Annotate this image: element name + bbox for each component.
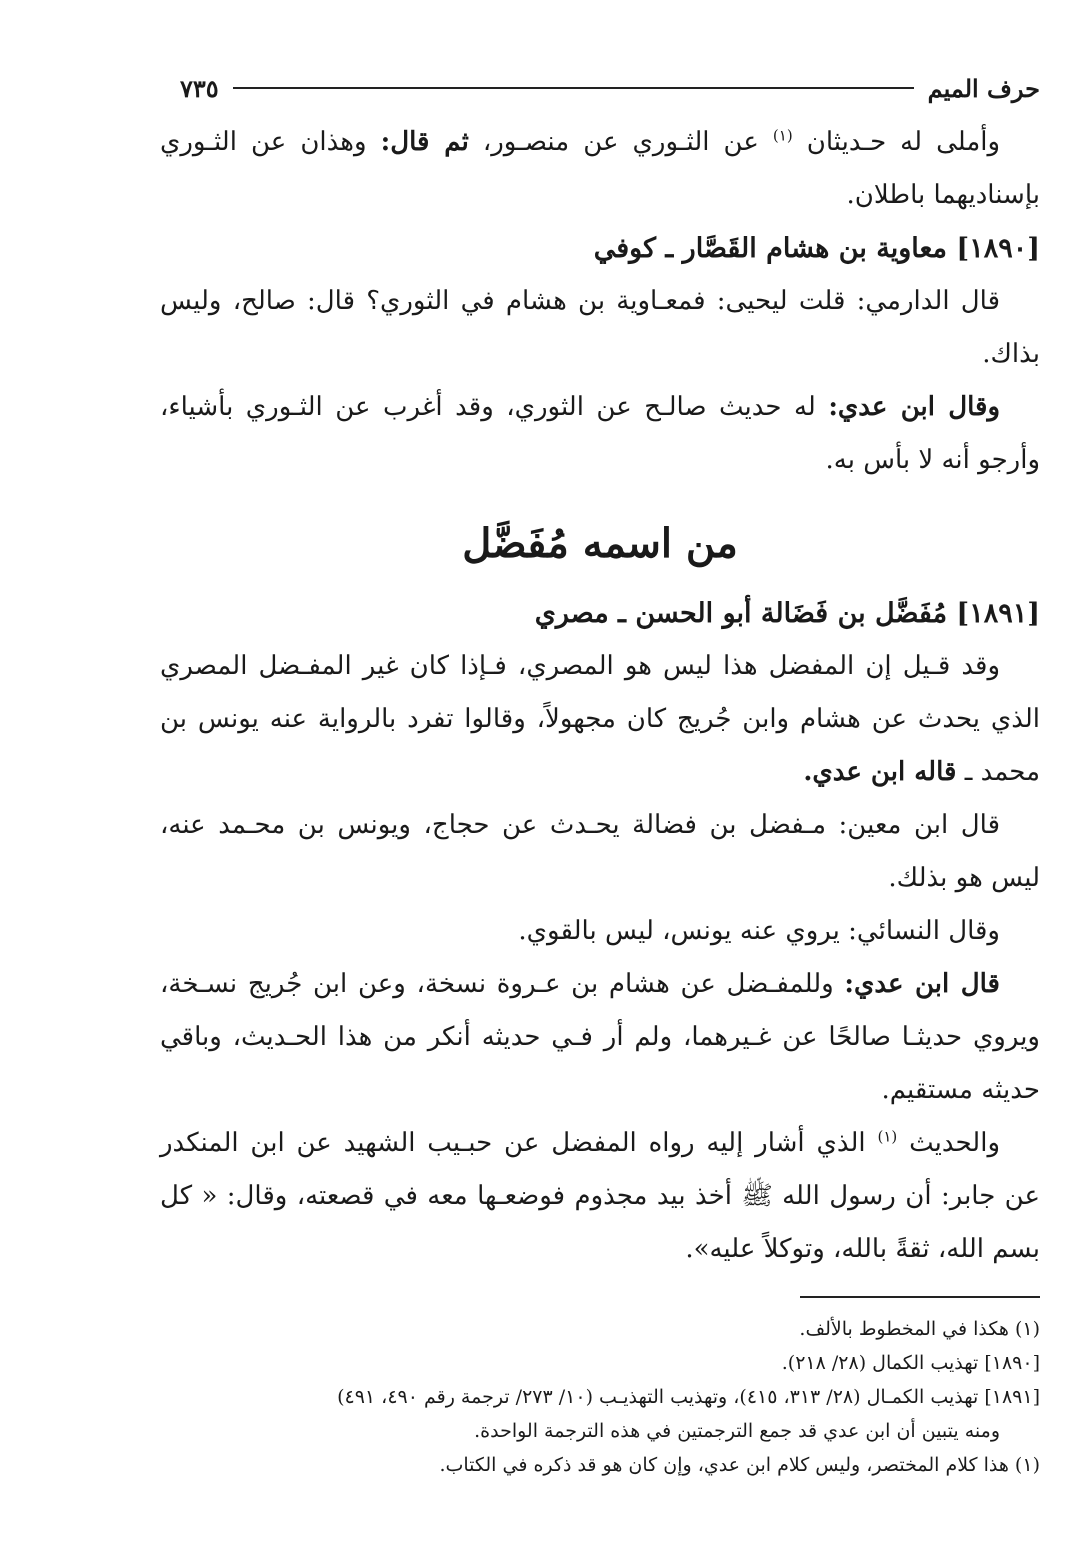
paragraph-8 xyxy=(160,1117,1040,1276)
paragraph-2: قال الدارمي: قلت ليحيى: فمعـاوية بن هشام في الثوري؟ قال: صالح، وليس بذاك. xyxy=(160,286,1040,369)
bold-phrase: ثم قال: xyxy=(380,127,469,157)
footnote-item: [١٨٩٠] تهذيب الكمال (٢٨/ ٢١٨). xyxy=(781,1352,1040,1374)
footnote-item: [١٨٩١] تهذيب الكمـال (٢٨/ ٣١٣، ٤١٥)، وتهذيب التهذيـب (١٠/ ٢٧٣/ ترجمة رقم ٤٩٠، ٤٩١) xyxy=(337,1386,1040,1408)
running-header xyxy=(160,68,1040,108)
footnotes xyxy=(160,1312,1040,1482)
footnote-separator xyxy=(800,1296,1040,1298)
entry-heading-1890: [١٨٩٠] معاوية بن هشام القَصَّار ـ كوفي xyxy=(593,233,1040,264)
footnote-ref: (١) xyxy=(772,126,793,145)
bold-phrase: قاله ابن عدي. xyxy=(803,757,957,787)
entry-heading-1891: [١٨٩١] مُفَضَّل بن فَضَالة أبو الحسن ـ مصري xyxy=(534,598,1040,629)
paragraph-6: وقال النسائي: يروي عنه يونس، ليس بالقوي. xyxy=(518,916,1000,946)
footnote-item: (١) هذا كلام المختصر، وليس كلام ابن عدي، وإن كان هو قد ذكره في الكتاب. xyxy=(439,1454,1040,1476)
bold-phrase: قال ابن عدي: xyxy=(844,969,1000,999)
paragraph-text: وأملى له حـديثان xyxy=(806,127,1001,157)
header-rule xyxy=(233,87,914,89)
paragraph-text: وقد قـيل إن المفضل هذا ليس هو المصري، فـإذا كان غير المفـضل المصري الذي يحدث عن هشام وابن جُريج كان مجهولاً، وقالوا تفرد بالرواية عنه يونس بن محمد ـ xyxy=(160,651,1040,787)
paragraph-text: وهذان عن الثـوري بإسناديهما باطلان. xyxy=(160,127,1040,210)
paragraph-text: له حديث صالـح عن الثوري، وقد أغرب عن الثـوري بأشياء، وأرجو أنه لا بأس به. xyxy=(160,392,1040,475)
page-number: ٧٣٥ xyxy=(180,73,219,103)
paragraph-text: عن الثـوري عن منصـور، xyxy=(482,127,759,157)
bold-phrase: وقال ابن عدي: xyxy=(828,392,1001,422)
chapter-title: حرف الميم xyxy=(927,73,1040,103)
paragraph-text: والحديث xyxy=(909,1128,1001,1158)
footnote-item: (١) هكذا في المخطوط بالألف. xyxy=(799,1318,1040,1340)
paragraph-text: الذي أشار إليه رواه المفضل عن حبـيب الشهيد عن ابن المنكدر عن جابر: أن رسول الله ﷺ أخذ بيد مجذوم فوضعـها معه في قصعته، وقال: « كل بسم الله، ثقةً بالله، وتوكلاً عليه». xyxy=(160,1128,1040,1264)
main-text xyxy=(160,116,1040,1276)
footnote-item: ومنه يتبين أن ابن عدي قد جمع الترجمتين في هذه الترجمة الواحدة. xyxy=(474,1420,1000,1442)
paragraph-5: قال ابن معين: مـفضل بن فضالة يحـدث عن حجاج، ويونس بن محـمد عنه، ليس هو بذلك. xyxy=(160,810,1040,893)
paragraph-7 xyxy=(160,958,1040,1117)
paragraph-3 xyxy=(160,381,1040,487)
paragraph-4 xyxy=(160,640,1040,799)
paragraph-1 xyxy=(160,116,1040,222)
section-title: من اسمه مُفَضَّل xyxy=(462,520,738,567)
paragraph-text: وللمفـضل عن هشام بن عـروة نسخة، وعن ابن جُريج نسـخة، ويروي حديثـا صالحًا عن غـيرهما، ولم أر فـي حديثه أنكر من هذا الحـديث، وباقي حديثه مستقيم. xyxy=(160,969,1040,1105)
footnote-ref: (١) xyxy=(877,1127,898,1146)
